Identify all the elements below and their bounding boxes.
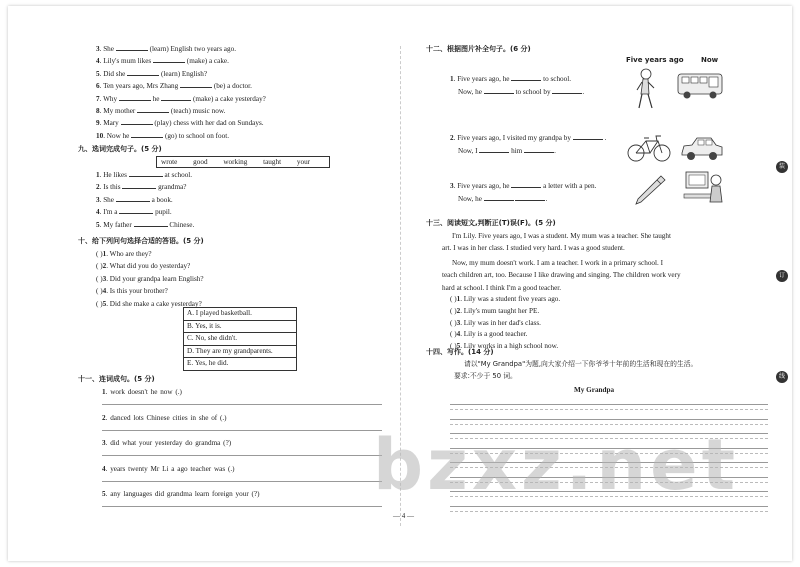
fill-verb-row: 3. She (learn) English two years ago.: [96, 45, 236, 53]
question-row: ( )3. Did your grandpa learn English?: [96, 274, 204, 283]
item-text: Five years ago, he: [457, 182, 510, 190]
answer-line[interactable]: [102, 481, 382, 482]
item-text: What did you do yesterday?: [109, 262, 191, 271]
item-number: 3: [456, 318, 461, 327]
item-number: 2: [96, 183, 100, 192]
item-number: 8: [96, 107, 100, 115]
item-number: 4: [96, 208, 100, 217]
item-number: 1: [96, 171, 100, 179]
word-bank-item: taught: [263, 158, 282, 166]
answer-blank[interactable]: [137, 105, 169, 113]
item-number: 3: [450, 182, 454, 190]
answer-blank[interactable]: [153, 55, 185, 63]
item-text: Is this your brother?: [109, 287, 168, 296]
item-number: 4: [102, 464, 106, 473]
item-text: .: [545, 195, 548, 203]
question-row: ( )4. Is this your brother?: [96, 287, 168, 296]
item-number: 4: [96, 57, 100, 66]
picture-sentence-row: [458, 86, 584, 97]
bus-picture: [676, 70, 724, 102]
word-bank-item: good: [193, 158, 208, 166]
item-text: Lily is a good teacher.: [463, 330, 528, 339]
item-number: 10: [96, 131, 104, 140]
item-text: Did your grandpa learn English?: [109, 274, 204, 283]
answer-blank[interactable]: [122, 181, 156, 189]
picture-sentence-row: 2. Five years ago, I visited my grandpa by .: [450, 134, 607, 142]
item-text: Now, he: [458, 195, 482, 203]
item-words: years twenty Mr Li a ago teacher was (.): [110, 464, 235, 473]
walking-boy-picture: [631, 68, 661, 112]
writing-guide-line: [450, 409, 768, 410]
binding-tag: 装: [776, 161, 788, 173]
item-text: a book.: [151, 195, 173, 204]
item-number: 3: [102, 439, 106, 447]
item-number: 1: [450, 75, 454, 83]
item-number: 3: [102, 274, 107, 283]
exam-page: [8, 6, 792, 561]
fill-verb-row: 9. Mary (play) chess with her dad on Sundays.: [96, 119, 264, 128]
word-bank: [156, 156, 330, 168]
item-text: (go) to school on foot.: [164, 131, 230, 140]
true-false-row: ( )1. Lily was a student five years ago.: [450, 295, 561, 303]
item-number: 1: [456, 295, 461, 303]
item-number: 5: [102, 490, 106, 498]
item-text: (learn) English?: [160, 69, 208, 78]
item-text: .: [582, 88, 585, 96]
fill-verb-row: 10. Now he (go) to school on foot.: [96, 131, 230, 140]
item-text: .: [554, 147, 556, 155]
item-text: to school.: [543, 75, 572, 83]
item-text: My mother: [103, 107, 136, 115]
question-row: ( )2. What did you do yesterday?: [96, 262, 191, 271]
item-number: 4: [456, 330, 461, 339]
item-text: She: [103, 195, 114, 204]
item-text: Chinese.: [169, 220, 195, 229]
section10-title: 十、给下列问句选择合适的答语。(5 分): [78, 237, 204, 245]
writing-guide-line: [450, 511, 768, 512]
fill-word-row: 5. My father Chinese.: [96, 220, 195, 229]
essay-title: My Grandpa: [574, 386, 615, 394]
item-text: (make) a cake yesterday?: [193, 94, 266, 103]
answer-blank[interactable]: [116, 194, 150, 202]
answer-blank[interactable]: [119, 93, 151, 101]
answer-blank[interactable]: [161, 93, 191, 101]
col-label-five-years-ago: Five years ago: [626, 56, 684, 64]
item-text: him: [511, 147, 523, 155]
fill-word-row: 4. I'm a pupil.: [96, 208, 172, 217]
item-number: 2: [456, 306, 461, 315]
item-text: He likes: [103, 171, 127, 179]
item-text: Ten years ago, Mrs Zhang: [103, 82, 179, 91]
true-false-row: ( )2. Lily's mum taught her PE.: [450, 306, 540, 315]
item-number: 1: [102, 388, 106, 396]
answer-option: B. Yes, it is.: [184, 321, 296, 334]
binding-tag: 订: [776, 270, 788, 282]
section12-title: 十二、根据图片补全句子。(6 分): [426, 45, 531, 53]
fill-verb-row: 7. Why he (make) a cake yesterday?: [96, 94, 266, 103]
answer-option: A. I played basketball.: [184, 308, 296, 321]
answer-blank[interactable]: [127, 68, 159, 76]
item-text: Lily was in her dad's class.: [463, 318, 541, 327]
page-number: — 4 —: [393, 512, 414, 520]
passage-line: Now, my mum doesn't work. I am a teacher. I work in a primary school. I: [452, 258, 664, 267]
answer-blank[interactable]: [479, 145, 509, 153]
writing-line[interactable]: [450, 419, 768, 420]
item-words: did what your yesterday do grandma (?): [110, 439, 232, 447]
writing-line[interactable]: [450, 404, 768, 405]
item-text: (be) a doctor.: [213, 82, 252, 91]
section9-title: 九、选词完成句子。(5 分): [78, 145, 162, 153]
question-row: ( )1. Who are they?: [96, 250, 152, 258]
item-number: 7: [96, 94, 100, 103]
item-text: Lily was a student five years ago.: [463, 295, 561, 303]
word-order-row: 5. any languages did grandma learn foreign your (?): [102, 490, 260, 498]
item-text: Now he: [106, 131, 130, 140]
item-text: (teach) music now.: [170, 107, 226, 115]
item-number: 5: [102, 299, 107, 308]
item-number: 5: [96, 69, 100, 78]
item-text: he: [152, 94, 160, 103]
car-picture: [679, 133, 725, 165]
item-text: a letter with a pen.: [543, 182, 597, 190]
answer-option: D. They are my grandparents.: [184, 346, 296, 359]
answer-blank[interactable]: [484, 193, 514, 201]
section14-title: 十四、写作。(14 分): [426, 348, 494, 356]
item-text: (make) a cake.: [186, 57, 229, 66]
item-text: Lily's mum taught her PE.: [463, 306, 540, 315]
writing-requirement: 要求:不少于 50 词。: [454, 372, 517, 380]
item-number: 3: [96, 45, 100, 53]
answer-line[interactable]: [102, 455, 382, 456]
word-order-row: 4. years twenty Mr Li a ago teacher was (.): [102, 464, 235, 473]
item-number: 3: [96, 195, 100, 204]
item-text: Lily's mum likes: [103, 57, 152, 66]
true-false-row: ( )3. Lily was in her dad's class.: [450, 318, 541, 327]
col-label-now: Now: [701, 56, 719, 64]
answer-line[interactable]: [102, 430, 382, 431]
passage-line: art. I was in her class. I studied very hard. I was a good student.: [442, 244, 625, 253]
word-order-row: 3. did what your yesterday do grandma (?): [102, 439, 232, 447]
item-words: any languages did grandma learn foreign your (?): [110, 490, 260, 498]
item-text: at school.: [164, 171, 193, 179]
item-number: 2: [450, 134, 454, 142]
item-text: pupil.: [155, 208, 172, 217]
bicycle-picture: [626, 133, 672, 165]
answer-blank[interactable]: [121, 117, 153, 125]
picture-sentence-row: [458, 193, 547, 204]
writing-prompt: 请以"My Grandpa"为题,向大家介绍一下你爷爷十年前的生活和现在的生活。: [464, 360, 698, 368]
item-words: danced lots Chinese cities in she of (.): [110, 413, 227, 422]
pen-picture: [631, 172, 667, 208]
item-text: Is this: [103, 183, 121, 192]
fill-word-row: 1. He likes at school.: [96, 171, 193, 179]
section13-title: 十三、阅读短文,判断正(T)误(F)。(5 分): [426, 219, 556, 227]
answer-line[interactable]: [102, 506, 382, 507]
answer-line[interactable]: [102, 404, 382, 405]
picture-sentence-row: 3. Five years ago, he a letter with a pen.: [450, 182, 597, 190]
word-bank-item: working: [223, 158, 248, 166]
answer-blank[interactable]: [119, 206, 153, 214]
item-text: Why: [103, 94, 118, 103]
item-number: 5: [96, 220, 100, 229]
item-number: 2: [102, 262, 107, 271]
fill-verb-row: 8. My mother (teach) music now.: [96, 107, 226, 115]
answer-blank[interactable]: [515, 193, 548, 203]
item-text: to school by: [515, 88, 551, 96]
answer-blank[interactable]: [573, 132, 603, 140]
true-false-row: ( )5. Lily works in a high school now.: [450, 342, 559, 351]
item-text: Who are they?: [109, 250, 152, 258]
item-text: Did she: [103, 69, 126, 78]
item-text: Lily works in a high school now.: [463, 342, 559, 351]
word-order-row: 2. danced lots Chinese cities in she of (.): [102, 413, 227, 422]
item-text: Now, he: [458, 88, 482, 96]
item-text: I'm a: [103, 208, 118, 217]
word-bank-item: wrote: [161, 158, 178, 166]
item-text: Did she make a cake yesterday?: [109, 299, 202, 308]
item-text: She: [103, 45, 114, 53]
answer-blank[interactable]: [511, 180, 541, 188]
item-words: work doesn't he now (.): [110, 388, 182, 396]
picture-sentence-row: [458, 145, 556, 156]
answer-options-box: [183, 307, 297, 371]
fill-word-row: 2. Is this grandma?: [96, 183, 187, 192]
item-text: (play) chess with her dad on Sundays.: [154, 119, 264, 128]
computer-user-picture: [682, 166, 726, 210]
item-number: 9: [96, 119, 100, 128]
answer-option: E. Yes, he did.: [187, 359, 229, 367]
answer-blank[interactable]: [484, 86, 514, 94]
question-row: ( )5. Did she make a cake yesterday?: [96, 299, 202, 308]
word-order-row: 1. work doesn't he now (.): [102, 388, 182, 396]
item-text: .: [604, 134, 607, 142]
passage-line: teach children art, too. Because I like drawing and singing. The children work very: [442, 271, 681, 280]
passage-line: I'm Lily. Five years ago, I was a student. My mum was a teacher. She taught: [452, 232, 671, 240]
item-number: 6: [96, 82, 100, 91]
binding-margin: [772, 6, 792, 561]
picture-sentence-row: 1. Five years ago, he to school.: [450, 75, 572, 83]
item-text: Five years ago, I visited my grandpa by: [457, 134, 571, 142]
item-number: 4: [102, 287, 107, 296]
item-text: Now, I: [458, 147, 478, 155]
answer-blank[interactable]: [511, 73, 541, 81]
answer-blank[interactable]: [552, 86, 585, 96]
fill-verb-row: 5. Did she (learn) English?: [96, 69, 208, 78]
fill-verb-row: 4. Lily's mum likes (make) a cake.: [96, 57, 229, 66]
item-number: 2: [102, 413, 106, 422]
passage-line: hard at school. I think I'm a good teacher.: [442, 283, 562, 292]
item-text: Five years ago, he: [457, 75, 510, 83]
item-text: My father: [103, 220, 132, 229]
answer-blank[interactable]: [116, 43, 148, 51]
answer-blank[interactable]: [129, 169, 163, 177]
item-number: 1: [102, 250, 107, 258]
item-text: grandma?: [158, 183, 187, 192]
answer-blank[interactable]: [134, 219, 168, 227]
answer-blank[interactable]: [180, 80, 212, 88]
binding-tag: 线: [776, 371, 788, 383]
answer-blank[interactable]: [131, 130, 163, 138]
watermark-text: bzxz.net: [373, 424, 740, 506]
answer-blank[interactable]: [524, 145, 554, 153]
item-number: 5: [456, 342, 461, 351]
answer-option: C. No, she didn't.: [184, 333, 296, 346]
word-bank-item: your: [296, 158, 311, 166]
fill-verb-row: 6. Ten years ago, Mrs Zhang (be) a doctor.: [96, 82, 252, 91]
item-text: Mary: [103, 119, 119, 128]
fill-word-row: 3. She a book.: [96, 195, 173, 204]
section11-title: 十一、连词成句。(5 分): [78, 375, 155, 383]
true-false-row: ( )4. Lily is a good teacher.: [450, 330, 528, 339]
item-text: (learn) English two years ago.: [149, 45, 236, 53]
